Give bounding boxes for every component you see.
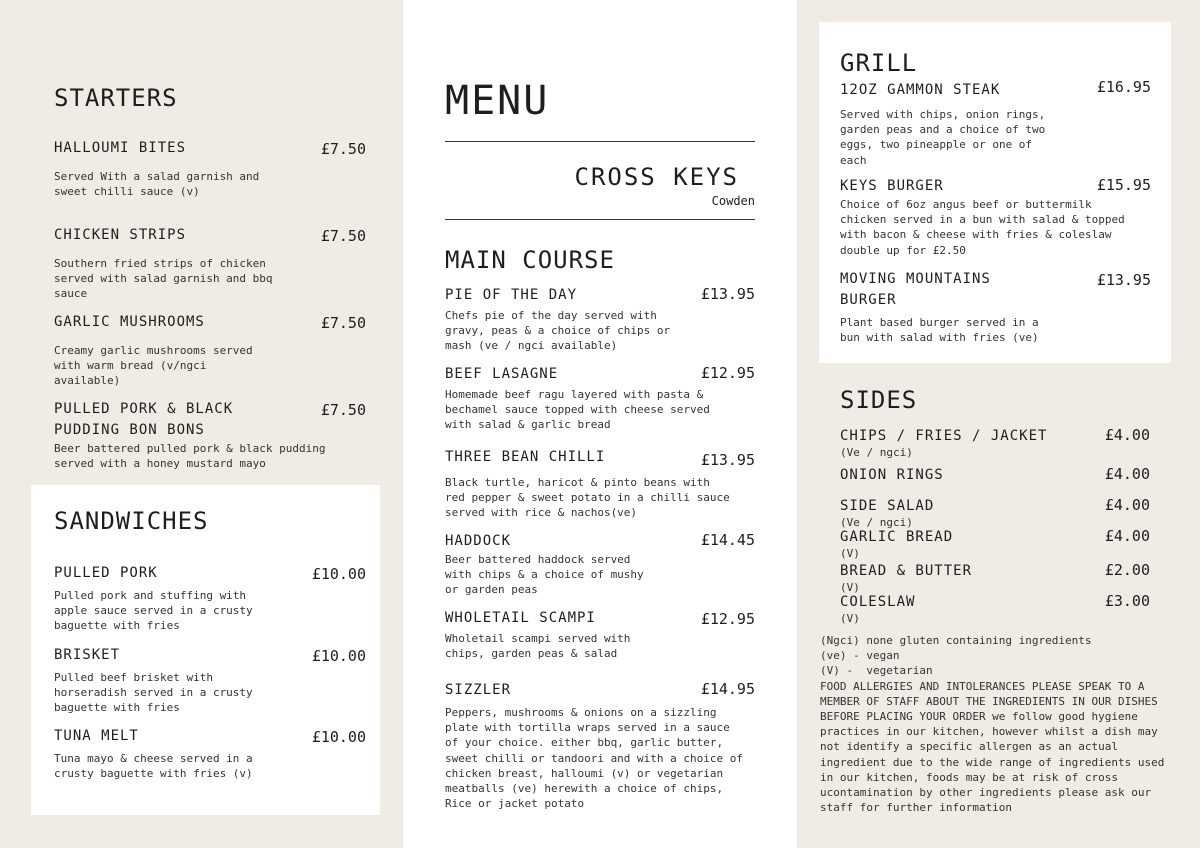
side-item — [840, 561, 1150, 593]
divider — [445, 219, 755, 220]
legend-ngci: (Ngci) none gluten containing ingredients — [820, 634, 1092, 647]
menu-item — [445, 364, 755, 433]
item-name: COLESLAW — [840, 594, 916, 610]
item-name: PULLED PORK & BLACK PUDDING BON BONS — [54, 401, 234, 438]
sides-heading: SIDES — [840, 386, 918, 414]
left-column — [0, 0, 403, 848]
menu-item — [54, 645, 366, 716]
item-name: KEYS BURGER — [840, 178, 944, 194]
item-price: £4.00 — [1104, 426, 1150, 444]
grill-heading: GRILL — [840, 49, 918, 77]
starters-heading: STARTERS — [54, 84, 178, 112]
item-name: GARLIC BREAD — [840, 529, 954, 545]
item-price: £4.00 — [1104, 527, 1150, 545]
side-item — [840, 592, 1150, 624]
side-item — [840, 426, 1150, 458]
item-price: £4.00 — [1104, 465, 1150, 483]
item-description: Pulled pork and stuffing with apple sauce served in a crusty baguette with fries — [54, 589, 253, 633]
item-price: £3.00 — [1104, 592, 1150, 610]
item-description: Beer battered pulled pork & black pudding served with a honey mustard mayo — [54, 442, 326, 471]
menu-item — [54, 138, 366, 199]
legend-vegetarian: (V) - vegetarian — [820, 664, 933, 678]
menu-item — [54, 399, 366, 471]
item-tag: (V) — [840, 547, 860, 560]
item-price: £14.95 — [700, 680, 755, 698]
item-name: SIDE SALAD — [840, 498, 935, 514]
item-name: CHICKEN STRIPS — [54, 227, 187, 243]
item-description: Homemade beef ragu layered with pasta & bechamel sauce topped with cheese served with salad & garlic bread — [445, 388, 710, 432]
dietary-legend — [820, 633, 1165, 815]
item-price: £7.50 — [320, 314, 366, 332]
menu-item — [840, 176, 1151, 258]
item-description: Choice of 6oz angus beef or buttermilk chicken served in a bun with salad & topped with bacon & cheese with fries & coleslaw double up for £2.50 — [840, 198, 1125, 257]
menu-item — [445, 447, 755, 521]
item-description: Chefs pie of the day served with gravy, peas & a choice of chips or mash (ve / ngci available) — [445, 309, 671, 353]
item-price: £16.95 — [1096, 78, 1151, 96]
side-item — [840, 465, 1150, 486]
item-description: Beer battered haddock served with chips & a choice of mushy or garden peas — [445, 553, 644, 597]
item-price: £10.00 — [311, 647, 366, 665]
menu-item — [445, 531, 755, 598]
pub-location: Cowden — [711, 194, 755, 208]
item-price: £2.00 — [1104, 561, 1150, 579]
item-name: CHIPS / FRIES / JACKET — [840, 428, 1048, 444]
menu-item — [445, 680, 755, 811]
item-description: Peppers, mushrooms & onions on a sizzling plate with tortilla wraps served in a sauce of your choice. either bbq, garlic butter, sweet chilli or tandoori and with a choice of chicken breast, halloumi (v) or vegetarian meatballs (ve) herewith a choice of chips, Rice or jacket potato — [445, 706, 744, 811]
item-name: GARLIC MUSHROOMS — [54, 314, 205, 330]
menu-item — [840, 269, 1151, 345]
menu-item — [54, 225, 366, 302]
menu-item — [445, 285, 755, 354]
item-price: £7.50 — [320, 227, 366, 245]
legend-vegan: (ve) - vegan — [820, 649, 900, 663]
item-name: 12OZ GAMMON STEAK — [840, 82, 1001, 98]
pub-name: CROSS KEYS — [574, 163, 739, 191]
item-name: BREAD & BUTTER — [840, 563, 973, 579]
grill-card — [819, 22, 1171, 363]
item-name: THREE BEAN CHILLI — [445, 449, 606, 465]
item-description: Creamy garlic mushrooms served with warm bread (v/ngci available) — [54, 344, 253, 388]
item-name: SIZZLER — [445, 682, 512, 698]
item-name: HADDOCK — [445, 533, 512, 549]
item-name: PIE OF THE DAY — [445, 287, 578, 303]
item-name: ONION RINGS — [840, 467, 944, 483]
menu-item — [840, 80, 1151, 168]
main-course-heading: MAIN COURSE — [445, 246, 615, 274]
menu-item — [445, 608, 755, 661]
item-description: Black turtle, haricot & pinto beans with red pepper & sweet potato in a chilli sauce served with rice & nachos(ve) — [445, 476, 730, 520]
side-item — [840, 496, 1150, 528]
sandwiches-heading: SANDWICHES — [54, 507, 209, 535]
menu-item — [54, 726, 366, 781]
item-price: £13.95 — [700, 451, 755, 469]
item-price: £7.50 — [320, 140, 366, 158]
divider — [445, 141, 755, 142]
item-price: £10.00 — [311, 728, 366, 746]
menu-item — [54, 563, 366, 634]
item-tag: (V) — [840, 581, 860, 594]
item-name: TUNA MELT — [54, 728, 139, 744]
item-name: WHOLETAIL SCAMPI — [445, 610, 596, 626]
item-name: MOVING MOUNTAINS BURGER — [840, 271, 991, 308]
item-price: £15.95 — [1096, 176, 1151, 194]
menu-item — [54, 312, 366, 389]
item-price: £10.00 — [311, 565, 366, 583]
item-price: £12.95 — [700, 610, 755, 628]
item-name: BRISKET — [54, 647, 121, 663]
item-name: BEEF LASAGNE — [445, 366, 559, 382]
item-description: Wholetail scampi served with chips, garden peas & salad — [445, 632, 631, 661]
allergy-notice: FOOD ALLERGIES AND INTOLERANCES PLEASE SPEAK TO A MEMBER OF STAFF ABOUT THE INGREDIENTS IN OUR DISHES BEFORE PLACING YOUR ORDER we follow good hygiene practices in our kitchen, however whilst a dish may not identify a specific allergen as an actual ingredient due to the wide range of ingredients used in our kitchen, foods may be at risk of cross ucontamination by other ingredients please ask our staff for further information — [820, 679, 1165, 815]
item-description: Southern fried strips of chicken served with salad garnish and bbq sauce — [54, 257, 273, 301]
item-price: £13.95 — [1096, 271, 1151, 289]
right-column — [797, 0, 1200, 848]
item-tag: (Ve / ngci) — [840, 516, 913, 529]
item-price: £13.95 — [700, 285, 755, 303]
item-tag: (Ve / ngci) — [840, 446, 913, 459]
item-price: £7.50 — [320, 401, 366, 419]
side-item — [840, 527, 1150, 559]
item-price: £12.95 — [700, 364, 755, 382]
item-description: Plant based burger served in a bun with salad with fries (ve) — [840, 316, 1039, 345]
item-description: Pulled beef brisket with horseradish served in a crusty baguette with fries — [54, 671, 253, 715]
item-price: £4.00 — [1104, 496, 1150, 514]
item-description: Tuna mayo & cheese served in a crusty baguette with fries (v) — [54, 752, 253, 781]
item-name: HALLOUMI BITES — [54, 140, 187, 156]
item-price: £14.45 — [700, 531, 755, 549]
menu-title: MENU — [445, 78, 550, 124]
center-column — [403, 0, 797, 848]
sandwiches-card — [31, 485, 380, 815]
item-description: Served With a salad garnish and sweet chilli sauce (v) — [54, 170, 260, 199]
item-name: PULLED PORK — [54, 565, 158, 581]
item-description: Served with chips, onion rings, garden peas and a choice of two eggs, two pineapple or one of each — [840, 108, 1046, 167]
item-tag: (V) — [840, 612, 860, 625]
